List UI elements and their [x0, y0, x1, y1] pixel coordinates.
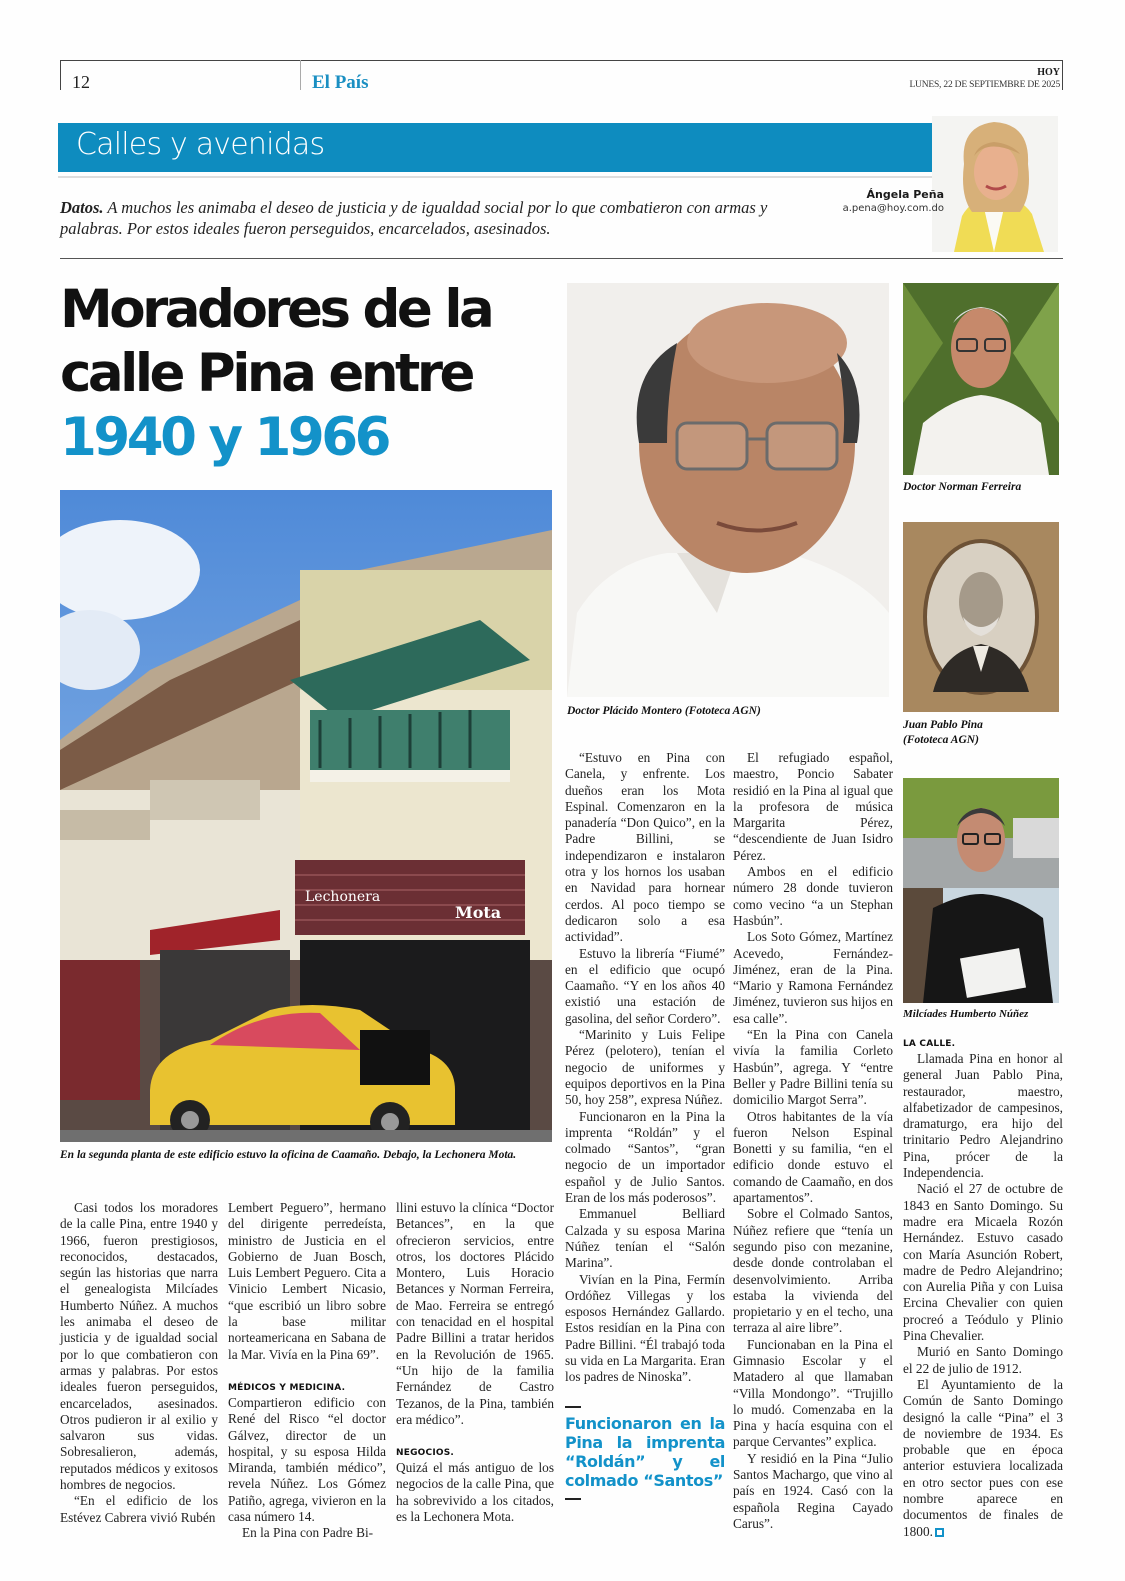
pina-caption-name: Juan Pablo Pina	[903, 719, 983, 731]
paragraph: Lembert Peguero”, hermano del dirigente perredeísta, ministro de Justicia en el Gobierno de Juan Bosch, Luis Lembert Peguero. Cita a Vinicio Lembert Nicasio, “que escribió un libro sobre la base militar norteamericana en Sabana de la Mar. Vivía en la Pina 69”.	[228, 1200, 386, 1362]
nunez-portrait	[903, 778, 1059, 1003]
paragraph: Llamada Pina en honor al general Juan Pablo Pina, restaurador, maestro, alfabetizador de campesinos, dramaturgo, era hijo del trinitario Pedro Alejandrino Pina, prócer de la Independencia.	[903, 1051, 1063, 1181]
ferreira-caption: Doctor Norman Ferreira	[903, 481, 1022, 493]
subhead-medicos: MÉDICOS Y MEDICINA.	[228, 1382, 346, 1393]
paragraph: “Estuvo en Pina con Canela, y enfrente. Los dueños eran los Mota Espinal. Comenzaron en la panadería “Don Quico”, en la Padre Billini, se independizaron e instalaron otra y los hornos los usaban en Navidad para hornear cerdos. Al poco tiempo se dedicaron solo a esa actividad”.	[565, 750, 725, 945]
paragraph: Funcionaron en la Pina la imprenta “Roldán” y el colmado “Santos”, “gran negocio de un importador español y de Julio Santos. Eran de los más poderosos”.	[565, 1108, 725, 1206]
article-column-4	[565, 750, 725, 1500]
paragraph: llini estuvo la clínica “Doctor Betances”, en la que ofrecieron servicios, entre otros, los doctores Plácido Montero, Luis Horacio Betances y Norman Ferreira, de Mao. Ferreira se entregó con tenacidad en el hospital Padre Billini a tratar heridos en la Revolución de 1965. “Un hijo de la familia Fernández de Castro Tezanos, de la Pina, también era médico”.	[396, 1200, 554, 1427]
paragraph: Funcionaban en la Pina el Gimnasio Escolar y el Matadero al que llamaban “Villa Mondongo”. “Trujillo lo mudó. Comenzaba en la Pina y hacía esquina con el parque Cervantes” explica.	[733, 1336, 893, 1450]
subhead-la-calle: LA CALLE.	[903, 1039, 956, 1049]
paragraph: “En el edificio de los Estévez Cabrera vivió Rubén	[60, 1493, 218, 1525]
paragraph: “Marinito y Luis Felipe Pérez (pelotero), tenían el negocio de uniformes y equipos deportivos en la Pina 50, hoy 258”, expresa Núñez.	[565, 1027, 725, 1108]
newspaper-name: HOY	[1037, 67, 1060, 78]
issue-date: LUNES, 22 DE SEPTIEMBRE DE 2025	[909, 80, 1060, 90]
page-number: 12	[72, 72, 90, 92]
summary-label: Datos.	[60, 198, 104, 217]
paragraph: Emmanuel Belliard Calzada y su esposa Marina Núñez tenían el “Salón Marina”.	[565, 1206, 725, 1271]
ferreira-portrait	[903, 283, 1059, 475]
paragraph: Quizá el más antiguo de los negocios de la calle Pina, que ha sobrevivido a los citados, es la Lechonera Mota.	[396, 1460, 554, 1525]
closing-paragraph-text: El Ayuntamiento de la Común de Santo Domingo designó la calle “Pina” el 3 de noviembre de 1934. Es probable que en época anterior estuviera localizada en otro sector pues con ese nombre aparece en documentos de finales de 1800.	[903, 1376, 1063, 1539]
paragraph: Casi todos los moradores de la calle Pina, entre 1940 y 1966, fueron prestigiosos, reconocidos, destacados, según las historias que narra el genealogista Milcíades Humberto Núñez. A muchos les animaba el deseo de justicia y de igualdad social por lo que combatieron con armas y palabras. Por estos ideales fueron perseguidos, encarcelados, asesinados. Otros pudieron ir al exilio y salvaron sus vidas. Sobresalieron, además, reputados médicos y exitosos hombres de negocios.	[60, 1200, 218, 1493]
pina-caption-credit: (Fototeca AGN)	[903, 734, 979, 746]
pullquote: Funcionaron en la Pina la imprenta “Roldán” y el colmado “Santos”	[565, 1413, 725, 1490]
building-photo	[60, 490, 552, 1142]
author-email[interactable]: a.pena@hoy.com.do	[842, 203, 944, 214]
article-column-2	[228, 1200, 386, 1542]
paragraph: Compartieron edificio con René del Risco “el doctor Gálvez, director de un hospital, y su esposa Hilda Miranda, también médico”, revela Núñez. Los Gómez Patiño, agrega, vivieron en la casa número 14.	[228, 1394, 386, 1525]
section-separator	[60, 258, 1063, 259]
paragraph: El refugiado español, maestro, Poncio Sabater residió en la Pina al igual que la profesora de música Margarita Pérez, “descendiente de Juan Isidro Pérez.	[733, 750, 893, 863]
montero-portrait	[567, 283, 889, 697]
paragraph: Nació el 27 de octubre de 1843 en Santo Domingo. Su madre era Micaela Rozón Hernández. Estuvo casado con María Asunción Robert, madre de Pedro Alejandrino; con Aurelia Piña y con Luisa Ercina Chevalier con quien procreó a Teódulo y Plinio Pina Chevalier.	[903, 1181, 1063, 1344]
summary-text: A muchos les animaba el deseo de justicia y de igualdad social por lo que combatieron con armas y palabras. Por estos ideales fueron perseguidos, encarcelados, asesinados.	[60, 198, 768, 238]
pullquote-rule	[565, 1498, 581, 1500]
paragraph: En la Pina con Padre Bi-	[242, 1525, 374, 1541]
headline-line: Moradores de la	[60, 279, 492, 340]
paragraph: “En la Pina con Canela vivía la familia Corleto Hasbún”, agrega. Y “entre Beller y Padre Billini tenía su domicilio Margot Serra”.	[733, 1027, 893, 1108]
pina-portrait	[903, 522, 1059, 712]
sign-mota: Mota	[455, 903, 502, 922]
sign-lechonera: Lechonera	[305, 889, 381, 905]
paragraph: Y residió en la Pina “Julio Santos Machargo, que vino al país en 1924. Casó con la española Regina Cayado Carus”.	[733, 1450, 893, 1531]
article-column-3	[396, 1200, 554, 1525]
column-title: Calles y avenidas	[76, 127, 325, 162]
building-photo-caption: En la segunda planta de este edificio estuvo la oficina de Caamaño. Debajo, la Lechonera Mota.	[60, 1149, 517, 1161]
article-column-1	[60, 1200, 218, 1526]
paragraph: Otros habitantes de la vía fueron Nelson Espinal Bonetti y su familia, “en el edificio donde estuvo el comando de Caamaño, en dos apartamentos”.	[733, 1108, 893, 1206]
paragraph: Vivían en la Pina, Fermín Ordóñez Villegas y los esposos Hernández Gallardo. Estos residían en la Pina con Padre Billini. “Él trabajó toda su vida en La Margarita. Eran los padres de Ninoska”.	[565, 1271, 725, 1385]
paragraph	[903, 1377, 1063, 1540]
headline-line: calle Pina entre	[60, 343, 472, 404]
pullquote-rule	[565, 1406, 581, 1408]
header-divider	[60, 60, 61, 90]
paragraph: Murió en Santo Domingo el 22 de julio de 1912.	[903, 1344, 1063, 1376]
header-rule	[60, 60, 1063, 61]
paragraph: Estuvo la librería “Fiumé” en el edificio que ocupó Caamaño. “Y en los años 40 existió una estación de gasolina, del señor Cordero”.	[565, 945, 725, 1026]
nunez-caption: Milcíades Humberto Núñez	[903, 1008, 1029, 1020]
header-divider	[1062, 60, 1063, 90]
end-of-article-icon	[935, 1528, 944, 1537]
montero-caption: Doctor Plácido Montero (Fototeca AGN)	[567, 705, 761, 717]
subhead-negocios: NEGOCIOS.	[396, 1448, 455, 1459]
headline	[60, 278, 560, 470]
paragraph: Sobre el Colmado Santos, Núñez refiere que “tenía un segundo piso con mezanine, desde donde controlaban el desenvolvimiento. Arriba estaba la vivienda del propietario y en el techo, una terraza al aire libre”.	[733, 1206, 893, 1336]
author-photo	[932, 116, 1058, 252]
author-name: Ángela Peña	[866, 188, 944, 201]
summary-deck	[60, 197, 820, 239]
header-divider	[300, 60, 301, 90]
article-column-5	[733, 750, 893, 1532]
banner-shadow	[58, 176, 938, 178]
pina-caption	[903, 718, 1063, 748]
paragraph: Ambos en el edificio número 28 donde tuvieron como vecino “a un Stephan Hasbún”.	[733, 864, 893, 928]
headline-years: 1940 y 1966	[60, 407, 388, 468]
article-column-6	[903, 1037, 1063, 1540]
paragraph: Los Soto Gómez, Martínez Acevedo, Fernández-Jiménez, eran de la Pina. “Mario y Ramona Fernández Jiménez, tuvieron sus hijos en esa calle”.	[733, 929, 893, 1026]
section-name: El País	[312, 72, 369, 93]
